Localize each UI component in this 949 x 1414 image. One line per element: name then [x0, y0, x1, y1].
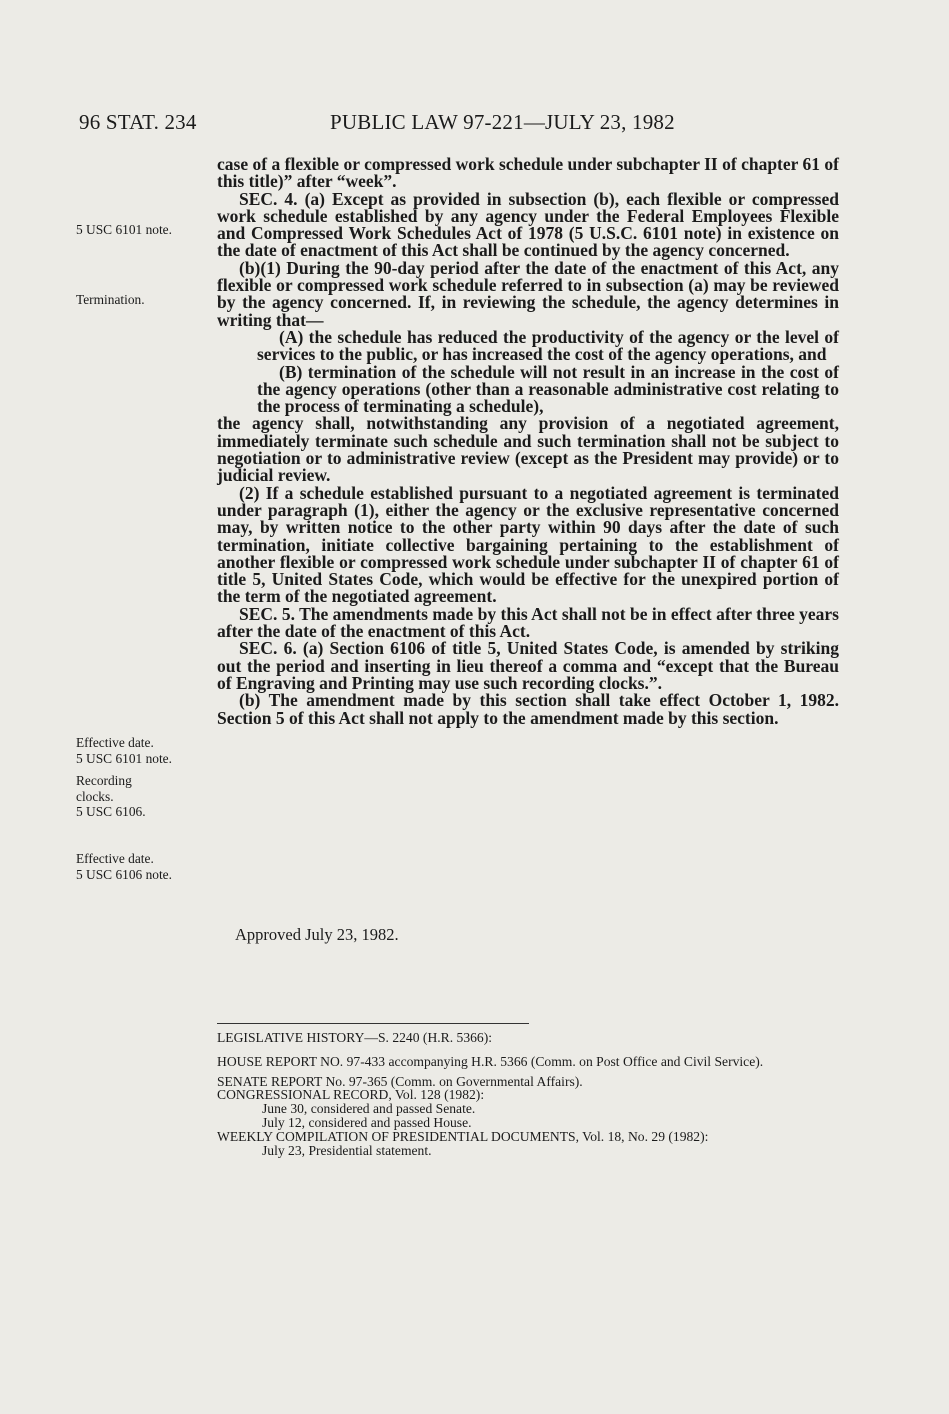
running-header: PUBLIC LAW 97-221—JULY 23, 1982: [330, 110, 675, 134]
weekly-entry: July 23, Presidential statement.: [262, 1142, 432, 1158]
margin-note-usc-6101: 5 USC 6101 note.: [76, 222, 172, 237]
margin-note-termination: Termination.: [76, 292, 145, 307]
section-5: SEC. 5. The amendments made by this Act shall not be in effect after three years after the date of the enactment of this Act.: [217, 603, 839, 642]
section-4a: SEC. 4. (a) Except as provided in subsection (b), each flexible or compressed work schedule established by any agency under the Federal Employees Flexible and Compressed Work Schedules Act of 1978 (5 U.S.C. 6101 note) in existence on the date of enactment of this Act shall be continued by the agency concerned.: [217, 188, 839, 261]
section-6b: (b) The amendment made by this section shall take effect October 1, 1982. Section 5 of this Act shall not apply to the amendment made by this section.: [217, 690, 839, 728]
section-6a: SEC. 6. (a) Section 6106 of title 5, United States Code, is amended by striking out the period and inserting in lieu thereof a comma and “except that the Bureau of Engraving and Printing may use such recording clocks.”.: [217, 638, 839, 693]
history-title: LEGISLATIVE HISTORY—S. 2240 (H.R. 5366):: [217, 1030, 493, 1045]
history-divider: [217, 1023, 529, 1024]
weekly-compilation: WEEKLY COMPILATION OF PRESIDENTIAL DOCUMENTS, Vol. 18, No. 29 (1982):: [217, 1128, 709, 1144]
house-report: HOUSE REPORT NO. 97-433 accompanying H.R. 5366 (Comm. on Post Office and Civil Service).: [217, 1053, 764, 1069]
congressional-record: CONGRESSIONAL RECORD, Vol. 128 (1982):: [217, 1087, 485, 1103]
record-entry-senate: June 30, considered and passed Senate.: [262, 1101, 476, 1117]
statute-body: [217, 156, 839, 727]
margin-note-effective-date-1: Effective date. 5 USC 6101 note.: [76, 735, 172, 766]
section-4b1: (b)(1) During the 90-day period after the date of the enactment of this Act, any flexible or compressed work schedule referred to in subsection (a) may be reviewed by the agency concerned. If, in reviewing the schedule, the agency determines in writing that—: [217, 257, 839, 330]
senate-report: SENATE REPORT No. 97-365 (Comm. on Governmental Affairs).: [217, 1073, 583, 1089]
margin-note-effective-date-2: Effective date. 5 USC 6106 note.: [76, 851, 172, 882]
clause-b: (B) termination of the schedule will not result in an increase in the cost of the agency operations (other than a reasonable administrative cost relating to the process of terminating a schedule),: [257, 361, 839, 417]
paragraph-continuation: case of a flexible or compressed work schedule under subchapter II of chapter 61 of this title)” after “week”.: [217, 154, 839, 192]
margin-note-recording-clocks: Recording clocks. 5 USC 6106.: [76, 773, 146, 820]
clause-a: (A) the schedule has reduced the productivity of the agency or the level of services to the public, or has increased the cost of the agency operations, and: [257, 326, 839, 365]
section-4b1-conclusion: the agency shall, notwithstanding any provision of a negotiated agreement, immediately terminate such schedule and such termination shall not be subject to negotiation or to administrative review (except as the President may provide) or to judicial review.: [217, 413, 839, 486]
legislative-history: [217, 1031, 839, 1157]
approval-line: Approved July 23, 1982.: [235, 925, 399, 944]
section-4b2: (2) If a schedule established pursuant to a negotiated agreement is terminated under paragraph (1), either the agency or the exclusive representative concerned may, by written notice to the other party within 90 days after the date of such termination, initiate collective bargaining pertaining to the establishment of another flexible or compressed work schedule under subchapter II of chapter 61 of title 5, United States Code, which would be effective for the unexpired portion of the term of the negotiated agreement.: [217, 482, 839, 607]
record-entry-house: July 12, considered and passed House.: [262, 1114, 472, 1130]
statute-page-number: 96 STAT. 234: [79, 110, 197, 134]
